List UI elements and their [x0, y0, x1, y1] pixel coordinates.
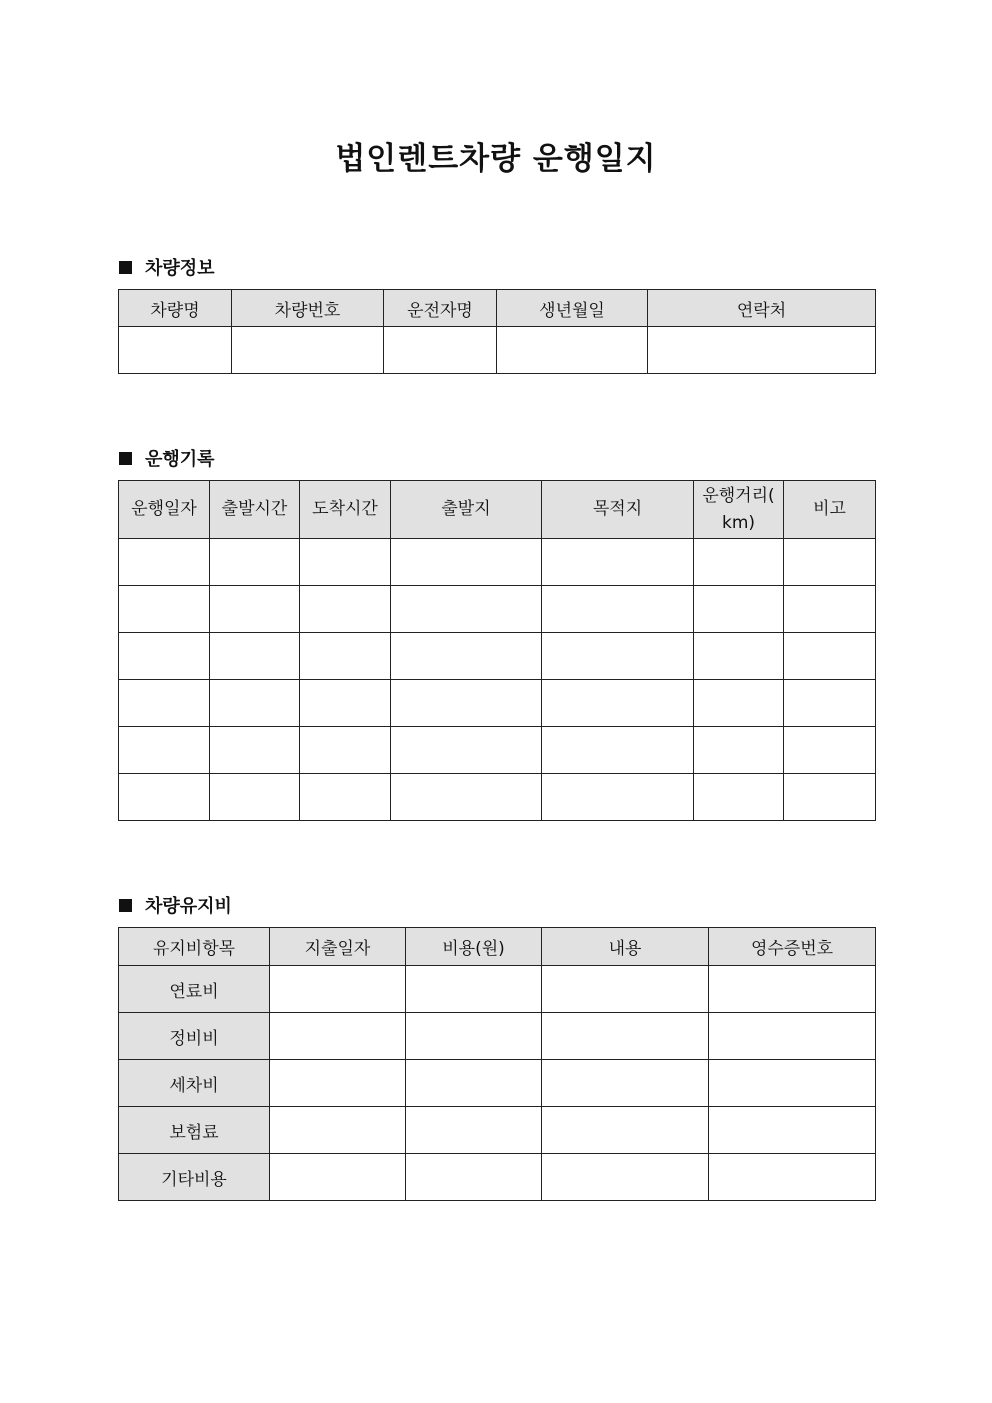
table-cell[interactable] [119, 586, 210, 633]
table-cell[interactable] [391, 727, 542, 774]
header-cell: 내용 [542, 928, 709, 966]
header-cell: 차량명 [119, 290, 232, 327]
header-cell: 차량번호 [232, 290, 384, 327]
header-cell: 영수증번호 [709, 928, 876, 966]
table-cell[interactable] [210, 539, 300, 586]
table-header-row [119, 928, 876, 966]
table-cell[interactable] [694, 680, 784, 727]
table-cell[interactable] [784, 727, 876, 774]
section-heading-driving-log [119, 445, 215, 471]
table-row [119, 1107, 876, 1154]
table-cell[interactable] [119, 539, 210, 586]
table-cell[interactable] [300, 774, 391, 821]
square-bullet-icon [119, 261, 132, 274]
table-row [119, 966, 876, 1013]
table-cell[interactable] [694, 586, 784, 633]
vehicle-number-cell[interactable] [232, 327, 384, 374]
header-cell: 운행일자 [119, 481, 210, 539]
table-cell[interactable] [542, 539, 694, 586]
table-cell[interactable] [406, 1107, 542, 1154]
table-cell[interactable] [210, 727, 300, 774]
table-cell[interactable] [391, 680, 542, 727]
table-row [119, 1154, 876, 1201]
table-cell[interactable] [542, 966, 709, 1013]
table-cell[interactable] [270, 1013, 406, 1060]
table-cell[interactable] [542, 586, 694, 633]
table-cell[interactable] [709, 1013, 876, 1060]
table-cell[interactable] [709, 1154, 876, 1201]
header-cell: 지출일자 [270, 928, 406, 966]
table-cell[interactable] [391, 633, 542, 680]
table-row [119, 586, 876, 633]
header-cell: 출발시간 [210, 481, 300, 539]
driving-log-body [119, 539, 876, 821]
table-row [119, 539, 876, 586]
section-heading-vehicle-info [119, 254, 215, 280]
table-cell[interactable] [300, 539, 391, 586]
table-cell[interactable] [119, 680, 210, 727]
table-cell[interactable] [542, 1060, 709, 1107]
maintenance-cost-body [119, 966, 876, 1201]
table-cell[interactable] [210, 774, 300, 821]
driver-name-cell[interactable] [384, 327, 497, 374]
table-cell[interactable] [694, 539, 784, 586]
vehicle-name-cell[interactable] [119, 327, 232, 374]
table-cell[interactable] [270, 966, 406, 1013]
table-row [119, 727, 876, 774]
table-cell[interactable] [542, 1013, 709, 1060]
table-row [119, 774, 876, 821]
header-cell: 유지비항목 [119, 928, 270, 966]
table-cell[interactable] [210, 586, 300, 633]
table-cell[interactable] [119, 727, 210, 774]
table-cell[interactable] [119, 774, 210, 821]
section-title: 차량유지비 [145, 896, 232, 917]
table-header-row [119, 290, 876, 327]
table-cell[interactable] [784, 586, 876, 633]
table-cell[interactable] [784, 539, 876, 586]
row-label-cell: 보험료 [119, 1107, 270, 1154]
table-cell[interactable] [406, 1060, 542, 1107]
header-cell: 비고 [784, 481, 876, 539]
square-bullet-icon [119, 899, 132, 912]
table-cell[interactable] [694, 633, 784, 680]
section-heading-maintenance [119, 892, 232, 918]
table-cell[interactable] [210, 633, 300, 680]
table-cell[interactable] [300, 633, 391, 680]
birth-date-cell[interactable] [497, 327, 648, 374]
table-cell[interactable] [270, 1154, 406, 1201]
table-cell[interactable] [406, 1013, 542, 1060]
table-cell[interactable] [542, 1107, 709, 1154]
table-cell[interactable] [542, 1154, 709, 1201]
header-cell: 출발지 [391, 481, 542, 539]
table-cell[interactable] [210, 680, 300, 727]
table-cell[interactable] [709, 966, 876, 1013]
table-cell[interactable] [406, 966, 542, 1013]
maintenance-cost-table [118, 927, 876, 1201]
table-cell[interactable] [300, 727, 391, 774]
page-title: 법인렌트차량 운행일지 [335, 141, 657, 177]
section-title: 차량정보 [145, 258, 215, 279]
table-cell[interactable] [391, 539, 542, 586]
square-bullet-icon [119, 452, 132, 465]
contact-cell[interactable] [648, 327, 876, 374]
table-row [119, 1013, 876, 1060]
header-cell: 연락처 [648, 290, 876, 327]
header-cell: 도착시간 [300, 481, 391, 539]
row-label-cell: 정비비 [119, 1013, 270, 1060]
driving-log-table [118, 480, 876, 821]
table-cell[interactable] [542, 680, 694, 727]
table-cell[interactable] [300, 586, 391, 633]
table-cell[interactable] [300, 680, 391, 727]
table-cell[interactable] [391, 586, 542, 633]
header-cell: 목적지 [542, 481, 694, 539]
table-cell[interactable] [391, 774, 542, 821]
table-header-row [119, 481, 876, 539]
table-cell[interactable] [784, 680, 876, 727]
table-cell[interactable] [270, 1107, 406, 1154]
row-label-cell: 세차비 [119, 1060, 270, 1107]
table-cell[interactable] [270, 1060, 406, 1107]
header-cell: 생년월일 [497, 290, 648, 327]
table-cell[interactable] [694, 727, 784, 774]
table-cell[interactable] [119, 633, 210, 680]
table-cell[interactable] [784, 774, 876, 821]
table-cell[interactable] [709, 1107, 876, 1154]
table-row [119, 680, 876, 727]
table-cell[interactable] [784, 633, 876, 680]
table-cell[interactable] [406, 1154, 542, 1201]
table-row [119, 1060, 876, 1107]
row-label-cell: 기타비용 [119, 1154, 270, 1201]
table-row [119, 633, 876, 680]
table-cell[interactable] [694, 774, 784, 821]
table-row [119, 327, 876, 374]
table-cell[interactable] [542, 727, 694, 774]
vehicle-info-table [118, 289, 876, 374]
table-cell[interactable] [542, 633, 694, 680]
header-cell: 운전자명 [384, 290, 497, 327]
row-label-cell: 연료비 [119, 966, 270, 1013]
header-cell: 비용(원) [406, 928, 542, 966]
section-title: 운행기록 [145, 449, 215, 470]
table-cell[interactable] [709, 1060, 876, 1107]
header-cell: 운행거리( km) [694, 481, 784, 539]
table-cell[interactable] [542, 774, 694, 821]
